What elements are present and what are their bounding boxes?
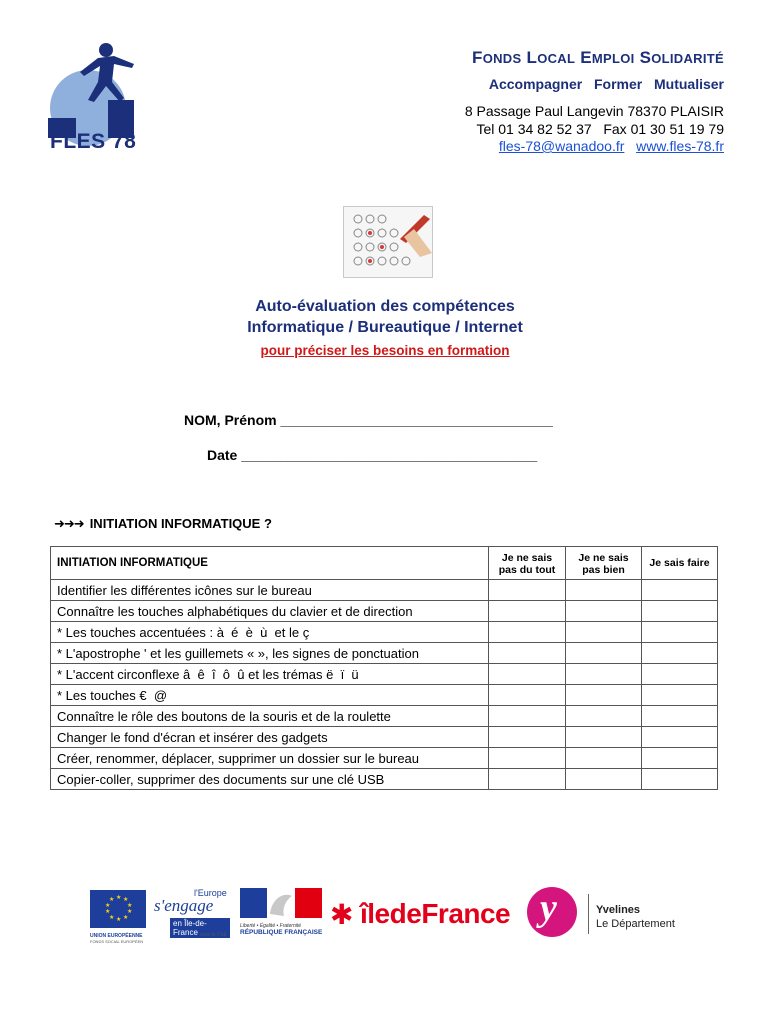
yvelines-logo [526, 886, 696, 942]
cell-pas-bien[interactable] [566, 706, 642, 727]
logo-text: FLES 78 [50, 130, 137, 153]
cell-pas-bien[interactable] [566, 727, 642, 748]
svg-text:★: ★ [127, 902, 133, 909]
row-label: * Les touches € @ [51, 685, 489, 706]
cell-sais-faire[interactable] [642, 622, 718, 643]
table-row [51, 706, 718, 727]
table-row [51, 685, 718, 706]
cell-sais-faire[interactable] [642, 685, 718, 706]
row-label: * L'apostrophe ' et les guillemets « », les signes de ponctuation [51, 643, 489, 664]
europe-sengage-logo [154, 888, 230, 940]
table-row [51, 748, 718, 769]
cell-pas-du-tout[interactable] [489, 643, 566, 664]
arrows-icon: ➜➜➜ [54, 516, 84, 531]
cell-sais-faire[interactable] [642, 643, 718, 664]
sengage-sub: en Île-de-France [170, 918, 230, 938]
cell-sais-faire[interactable] [642, 748, 718, 769]
rf-motto: Liberté • Égalité • Fraternité [240, 923, 302, 929]
cell-pas-bien[interactable] [566, 685, 642, 706]
phone-fax: Tel 01 34 82 52 37 Fax 01 30 51 19 79 [476, 121, 724, 137]
cell-sais-faire[interactable] [642, 727, 718, 748]
cell-pas-du-tout[interactable] [489, 580, 566, 601]
main-title [0, 296, 770, 338]
subtitle: pour préciser les besoins en formation [260, 343, 510, 358]
row-label: * L'accent circonflexe â ê î ô û et les trémas ë ï ü [51, 664, 489, 685]
partner-logos [0, 884, 770, 944]
title-line-1: Auto-évaluation des compétences [255, 298, 515, 315]
address: 8 Passage Paul Langevin 78370 PLAISIR [464, 103, 724, 119]
svg-text:★: ★ [123, 896, 129, 903]
table-row [51, 622, 718, 643]
svg-text:★: ★ [116, 894, 122, 901]
tagline: Accompagner Former Mutualiser [488, 76, 724, 92]
cell-pas-du-tout[interactable] [489, 622, 566, 643]
table-row [51, 664, 718, 685]
yvelines-title: Yvelines [596, 904, 641, 916]
table-row [51, 580, 718, 601]
row-label: Copier-coller, supprimer des documents sur une clé USB [51, 769, 489, 790]
sengage-top: l'Europe [194, 888, 227, 898]
svg-text:★: ★ [127, 908, 133, 915]
table-row [51, 601, 718, 622]
skills-table [50, 546, 718, 790]
svg-text:★: ★ [105, 908, 111, 915]
survey-illustration [343, 206, 433, 278]
table-header-skill: INITIATION INFORMATIQUE [51, 547, 489, 580]
website-link[interactable]: www.fles-78.fr [636, 138, 724, 154]
row-label: Identifier les différentes icônes sur le bureau [51, 580, 489, 601]
cell-sais-faire[interactable] [642, 601, 718, 622]
row-label: Changer le fond d'écran et insérer des gadgets [51, 727, 489, 748]
cell-pas-bien[interactable] [566, 748, 642, 769]
cell-pas-bien[interactable] [566, 664, 642, 685]
cell-pas-bien[interactable] [566, 769, 642, 790]
row-label: * Les touches accentuées : à é è ù et le ç [51, 622, 489, 643]
marianne-icon [240, 888, 322, 918]
date-field[interactable]: Date ______________________________________ [207, 447, 538, 463]
table-header-col-2: Je ne sais pas bien [566, 547, 642, 580]
idf-star-icon: ✱ [330, 899, 354, 930]
section-heading [54, 516, 272, 532]
cell-pas-du-tout[interactable] [489, 769, 566, 790]
table-row [51, 643, 718, 664]
org-title: FONDS LOCAL EMPLOI SOLIDARITÉ [472, 48, 724, 67]
table-header-col-3: Je sais faire [642, 547, 718, 580]
cell-pas-bien[interactable] [566, 643, 642, 664]
table-header-row [51, 547, 718, 580]
rf-text: RÉPUBLIQUE FRANÇAISE [240, 929, 323, 936]
svg-text:★: ★ [116, 916, 122, 923]
cell-pas-du-tout[interactable] [489, 664, 566, 685]
idf-wordmark: îledeFrance [360, 898, 511, 929]
table-header-col-1: Je ne sais pas du tout [489, 547, 566, 580]
row-label: Connaître le rôle des boutons de la souris et de la roulette [51, 706, 489, 727]
cell-pas-bien[interactable] [566, 601, 642, 622]
ile-de-france-logo [330, 898, 520, 932]
cell-pas-du-tout[interactable] [489, 748, 566, 769]
title-line-2: Informatique / Bureautique / Internet [247, 319, 523, 336]
row-label: Connaître les touches alphabétiques du clavier et de direction [51, 601, 489, 622]
yvelines-divider [588, 894, 589, 934]
cell-sais-faire[interactable] [642, 580, 718, 601]
cell-pas-du-tout[interactable] [489, 727, 566, 748]
name-field[interactable]: NOM, Prénom ___________________________________ [184, 412, 553, 428]
svg-text:★: ★ [109, 914, 115, 921]
cell-pas-du-tout[interactable] [489, 706, 566, 727]
cell-pas-bien[interactable] [566, 580, 642, 601]
eu-flag-icon [90, 890, 146, 928]
svg-text:★: ★ [105, 902, 111, 909]
cell-pas-du-tout[interactable] [489, 601, 566, 622]
eu-logo [90, 890, 146, 944]
email-link[interactable]: fles-78@wanadoo.fr [498, 138, 625, 154]
svg-text:★: ★ [109, 896, 115, 903]
cell-pas-bien[interactable] [566, 622, 642, 643]
yvelines-y-letter: y [540, 887, 557, 929]
eu-subtext: FONDS SOCIAL EUROPÉEN [90, 939, 144, 944]
cell-pas-du-tout[interactable] [489, 685, 566, 706]
sengage-main: s'engage [154, 896, 214, 915]
yvelines-sub: Le Département [596, 918, 675, 930]
republique-francaise-logo [240, 888, 322, 940]
section-heading-text: INITIATION INFORMATIQUE ? [89, 516, 272, 531]
cell-sais-faire[interactable] [642, 769, 718, 790]
cell-sais-faire[interactable] [642, 706, 718, 727]
sengage-small: avec le FSE [200, 932, 227, 938]
eu-text: UNION EUROPÉENNE [90, 933, 143, 939]
cell-sais-faire[interactable] [642, 664, 718, 685]
svg-text:★: ★ [123, 914, 129, 921]
contact-links [499, 138, 724, 154]
table-row [51, 727, 718, 748]
row-label: Créer, renommer, déplacer, supprimer un dossier sur le bureau [51, 748, 489, 769]
address-block [465, 102, 724, 138]
table-row [51, 769, 718, 790]
